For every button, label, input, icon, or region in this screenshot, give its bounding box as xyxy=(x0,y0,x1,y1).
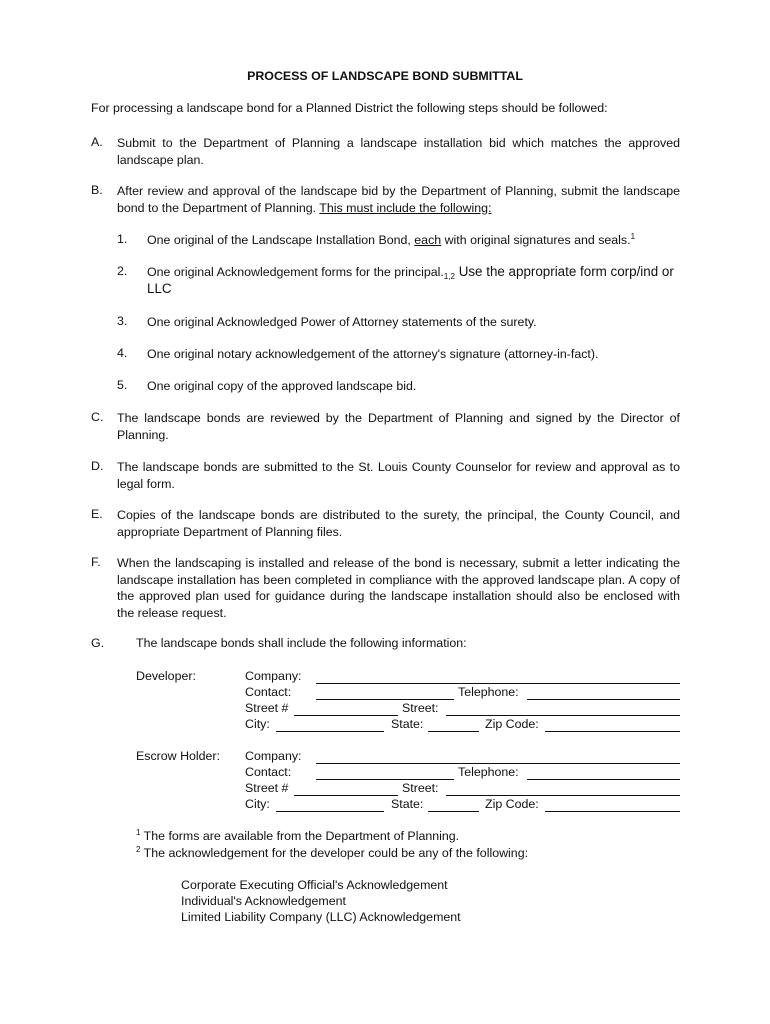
developer-zip-label: Zip Code: xyxy=(485,717,539,731)
item-1-pre: One original of the Landscape Installation Bond, xyxy=(147,233,415,247)
step-a-letter: A. xyxy=(91,135,103,149)
step-g-letter: G. xyxy=(91,636,105,650)
item-4-text: One original notary acknowledgement of the attorney's signature (attorney-in-fact). xyxy=(147,347,599,361)
escrow-city-label: City: xyxy=(245,797,270,811)
step-b-letter: B. xyxy=(91,183,103,197)
developer-state-field[interactable] xyxy=(428,731,479,732)
step-f-letter: F. xyxy=(91,555,101,569)
developer-contact-label: Contact: xyxy=(245,685,292,699)
step-d-letter: D. xyxy=(91,459,104,473)
developer-company-label: Company: xyxy=(245,669,302,683)
escrow-street-number-field[interactable] xyxy=(294,795,398,796)
step-b-text xyxy=(117,183,680,216)
footnote-2-mark: 2 xyxy=(136,845,141,854)
footnote-2 xyxy=(136,846,528,860)
developer-city-field[interactable] xyxy=(276,731,384,732)
item-1-underline: each xyxy=(414,233,442,247)
escrow-street-label: Street: xyxy=(402,781,439,795)
developer-street-number-label: Street # xyxy=(245,701,289,715)
developer-city-label: City: xyxy=(245,717,270,731)
item-2-pre: One original Acknowledgement forms for the principal. xyxy=(147,265,444,279)
item-5-number: 5. xyxy=(117,378,128,392)
developer-label: Developer: xyxy=(136,669,196,683)
item-2-footnote-mark: 1,2 xyxy=(443,272,455,281)
developer-telephone-field[interactable] xyxy=(527,699,680,700)
step-a-text: Submit to the Department of Planning a landscape installation bid which matches the approved landscape plan. xyxy=(117,136,680,167)
step-e-text: Copies of the landscape bonds are distributed to the surety, the principal, the County Council, and appropriate Department of Planning files. xyxy=(117,508,680,539)
item-5-text: One original copy of the approved landscape bid. xyxy=(147,379,417,393)
escrow-contact-field[interactable] xyxy=(316,779,454,780)
developer-telephone-label: Telephone: xyxy=(458,685,519,699)
step-c-letter: C. xyxy=(91,410,104,424)
step-d-text: The landscape bonds are submitted to the St. Louis County Counselor for review and approval as to legal form. xyxy=(117,460,680,491)
step-c-text: The landscape bonds are reviewed by the Department of Planning and signed by the Director of Planning. xyxy=(117,411,680,442)
escrow-zip-field[interactable] xyxy=(545,811,680,812)
footnote-1 xyxy=(136,829,459,843)
developer-street-label: Street: xyxy=(402,701,439,715)
item-1-post: with original signatures and seals. xyxy=(441,233,631,247)
ack-item-individual: Individual's Acknowledgement xyxy=(181,894,346,908)
developer-state-label: State: xyxy=(391,717,424,731)
escrow-zip-label: Zip Code: xyxy=(485,797,539,811)
escrow-state-field[interactable] xyxy=(428,811,479,812)
escrow-telephone-label: Telephone: xyxy=(458,765,519,779)
ack-item-llc: Limited Liability Company (LLC) Acknowledgement xyxy=(181,910,461,924)
item-2-post: Use the appropriate form corp/ind or LLC xyxy=(147,264,674,296)
step-f-text: When the landscaping is installed and release of the bond is necessary, submit a letter indicating the landscape installation has been completed in compliance with the approved landscape plan. A copy of the approved plan used for guidance during the landscape installation should also be enclosed with the release request. xyxy=(117,556,680,620)
footnote-1-mark: 1 xyxy=(136,828,141,837)
ack-item-corporate: Corporate Executing Official's Acknowledgement xyxy=(181,878,448,892)
developer-street-number-field[interactable] xyxy=(294,715,398,716)
item-1-text xyxy=(147,232,680,249)
escrow-street-field[interactable] xyxy=(446,795,680,796)
item-4-number: 4. xyxy=(117,346,128,360)
escrow-label: Escrow Holder: xyxy=(136,749,221,763)
developer-company-field[interactable] xyxy=(316,683,680,684)
intro-text: For processing a landscape bond for a Planned District the following steps should be followed: xyxy=(91,101,608,115)
step-e-letter: E. xyxy=(91,507,103,521)
escrow-company-label: Company: xyxy=(245,749,302,763)
page-title: PROCESS OF LANDSCAPE BOND SUBMITTAL xyxy=(247,69,523,83)
escrow-telephone-field[interactable] xyxy=(527,779,680,780)
escrow-city-field[interactable] xyxy=(276,811,384,812)
footnote-2-text: The acknowledgement for the developer could be any of the following: xyxy=(140,846,529,860)
developer-zip-field[interactable] xyxy=(545,731,680,732)
escrow-state-label: State: xyxy=(391,797,424,811)
item-1-footnote-mark: 1 xyxy=(630,232,636,241)
step-b-body: After review and approval of the landscape bid by the Department of Planning, submit the landscape bond to the Department of Planning. xyxy=(117,184,680,215)
step-b-underline: This must include the following: xyxy=(319,200,492,215)
escrow-contact-label: Contact: xyxy=(245,765,292,779)
developer-contact-field[interactable] xyxy=(316,699,454,700)
item-3-number: 3. xyxy=(117,314,128,328)
escrow-street-number-label: Street # xyxy=(245,781,289,795)
item-2-number: 2. xyxy=(117,264,128,278)
item-1-number: 1. xyxy=(117,232,128,246)
developer-street-field[interactable] xyxy=(446,715,680,716)
step-g-text: The landscape bonds shall include the following information: xyxy=(136,636,467,650)
footnote-1-text: The forms are available from the Department of Planning. xyxy=(140,829,460,843)
escrow-company-field[interactable] xyxy=(316,763,680,764)
item-3-text: One original Acknowledged Power of Attorney statements of the surety. xyxy=(147,315,537,329)
item-2-text xyxy=(147,264,680,297)
